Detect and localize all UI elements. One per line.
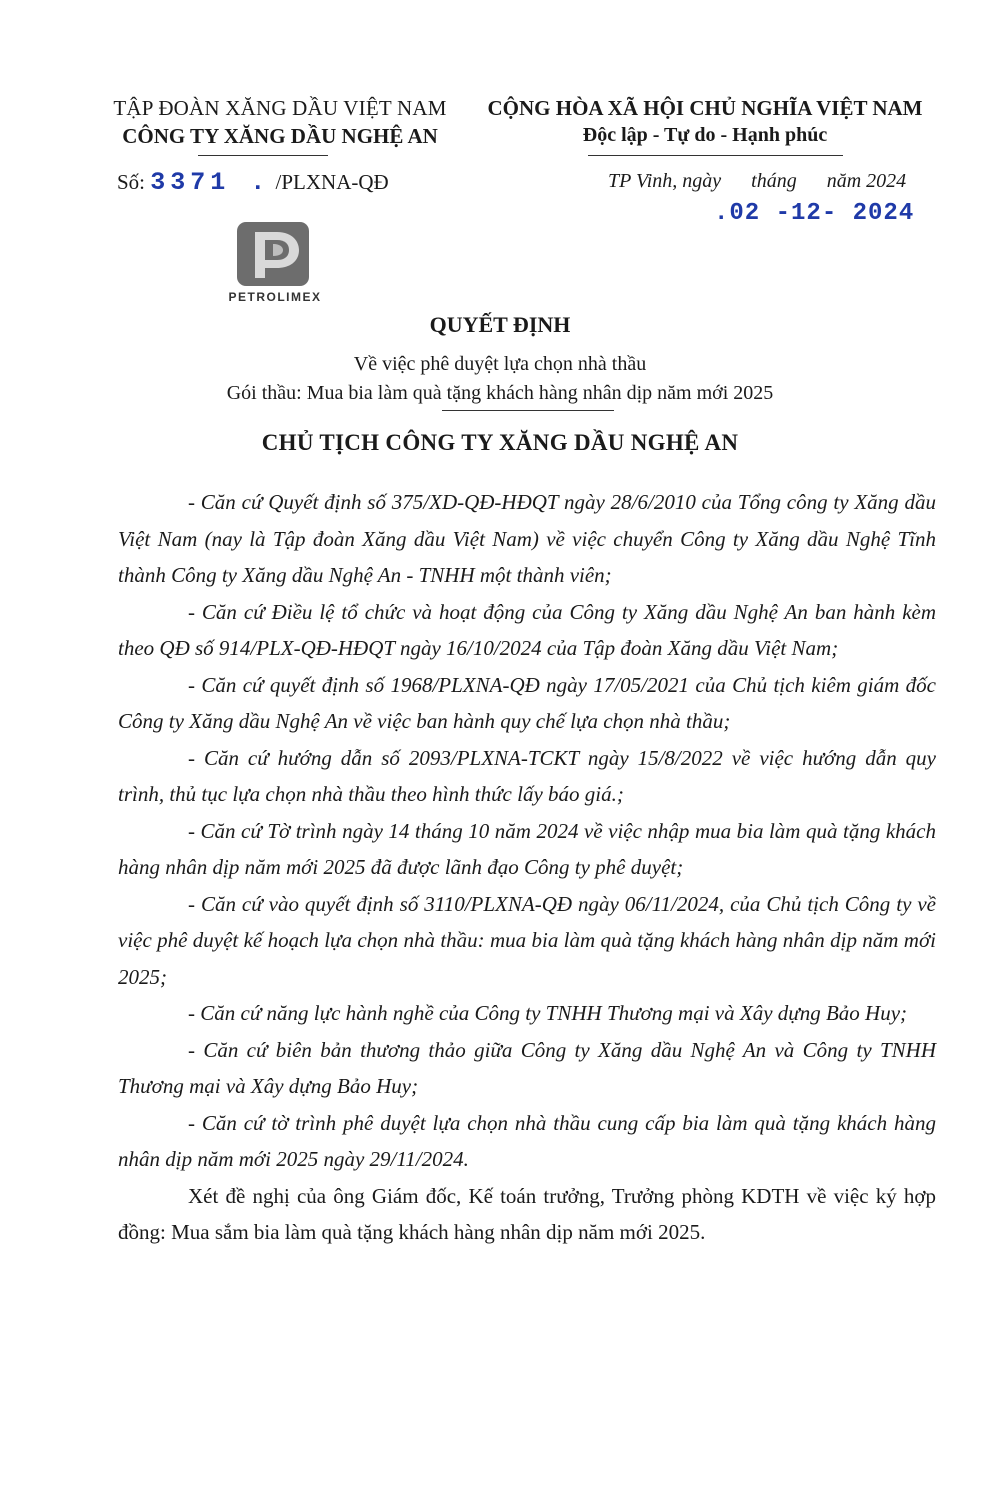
- legal-ground-item: - Căn cứ năng lực hành nghề của Công ty TNHH Thương mại và Xây dựng Bảo Huy;: [188, 1001, 908, 1025]
- petrolimex-logo-icon: [237, 222, 309, 286]
- document-number: [117, 168, 389, 197]
- legal-ground-item: - Căn cứ Quyết định số 375/XD-QĐ-HĐQT ngày 28/6/2010 của Tổng công ty Xăng dầu Việt Nam (nay là Tập đoàn Xăng dầu Việt Nam) về việc chuyển Công ty Xăng dầu Nghệ Tĩnh thành Công ty Xăng dầu Nghệ An - TNHH một thành viên;: [118, 490, 936, 587]
- legal-ground-item: - Căn cứ Điều lệ tổ chức và hoạt động của Công ty Xăng dầu Nghệ An ban hành kèm theo QĐ số 914/PLX-QĐ-HĐQT ngày 16/10/2024 của Tập đoàn Xăng dầu Việt Nam;: [118, 599, 936, 660]
- national-motto: Độc lập - Tự do - Hạnh phúc: [582, 124, 828, 146]
- issue-date-stamp: .02 -12- 2024: [714, 200, 915, 227]
- legal-ground-item: - Căn cứ vào quyết định số 3110/PLXNA-QĐ ngày 06/11/2024, của Chủ tịch Công ty về việc phê duyệt kế hoạch lựa chọn nhà thầu: mua bia làm quà tặng khách hàng nhân dịp năm mới 2025;: [118, 891, 936, 989]
- logo-wordmark: PETROLIMEX: [228, 290, 322, 304]
- legal-ground-item: - Căn cứ biên bản thương thảo giữa Công ty Xăng dầu Nghệ An và Công ty TNHH Thương mại và Xây dựng Bảo Huy;: [118, 1037, 936, 1098]
- document-number-prefix: Số:: [117, 170, 146, 194]
- document-title: QUYẾT ĐỊNH: [429, 312, 571, 337]
- legal-ground-item: - Căn cứ tờ trình phê duyệt lựa chọn nhà thầu cung cấp bia làm quà tặng khách hàng nhân dịp năm mới 2025 ngày 29/11/2024.: [118, 1110, 936, 1171]
- legal-ground-item: - Căn cứ Tờ trình ngày 14 tháng 10 năm 2024 về việc nhập mua bia làm quà tặng khách hàng nhân dịp năm mới 2025 đã được lãnh đạo Công ty phê duyệt;: [118, 818, 936, 879]
- proposal-paragraph: Xét đề nghị của ông Giám đốc, Kế toán trưởng, Trưởng phòng KDTH về việc ký hợp đồng: Mua sắm bia làm quà tặng khách hàng nhân dịp năm mới 2025.: [118, 1183, 936, 1244]
- document-body: [118, 484, 936, 1251]
- bid-package: Gói thầu: Mua bia làm quà tặng khách hàng nhân dịp năm mới 2025: [226, 382, 774, 404]
- document-number-suffix: /PLXNA-QĐ: [275, 170, 389, 194]
- right-header-underline: [588, 155, 843, 156]
- issuing-authority: CHỦ TỊCH CÔNG TY XĂNG DẦU NGHỆ AN: [261, 430, 739, 455]
- national-title: CỘNG HÒA XÃ HỘI CHỦ NGHĨA VIỆT NAM: [487, 96, 923, 120]
- legal-ground-item: - Căn cứ quyết định số 1968/PLXNA-QĐ ngày 17/05/2021 của Chủ tịch kiêm giám đốc Công ty Xăng dầu Nghệ An về việc ban hành quy chế lựa chọn nhà thầu;: [118, 672, 936, 733]
- organization-company-name: CÔNG TY XĂNG DẦU NGHỆ AN: [122, 124, 438, 148]
- subject-underline: [442, 410, 614, 411]
- legal-ground-item: - Căn cứ hướng dẫn số 2093/PLXNA-TCKT ngày 15/8/2022 về việc hướng dẫn quy trình, thủ tục lựa chọn nhà thầu theo hình thức lấy báo giá.;: [118, 745, 936, 806]
- document-subject: Về việc phê duyệt lựa chọn nhà thầu: [353, 353, 647, 375]
- left-header-underline: [198, 155, 328, 156]
- organization-group-name: TẬP ĐOÀN XĂNG DẦU VIỆT NAM: [113, 96, 447, 120]
- issue-date-line: TP Vinh, ngày tháng năm 2024: [608, 170, 907, 192]
- document-number-stamp: 3371 .: [150, 168, 271, 197]
